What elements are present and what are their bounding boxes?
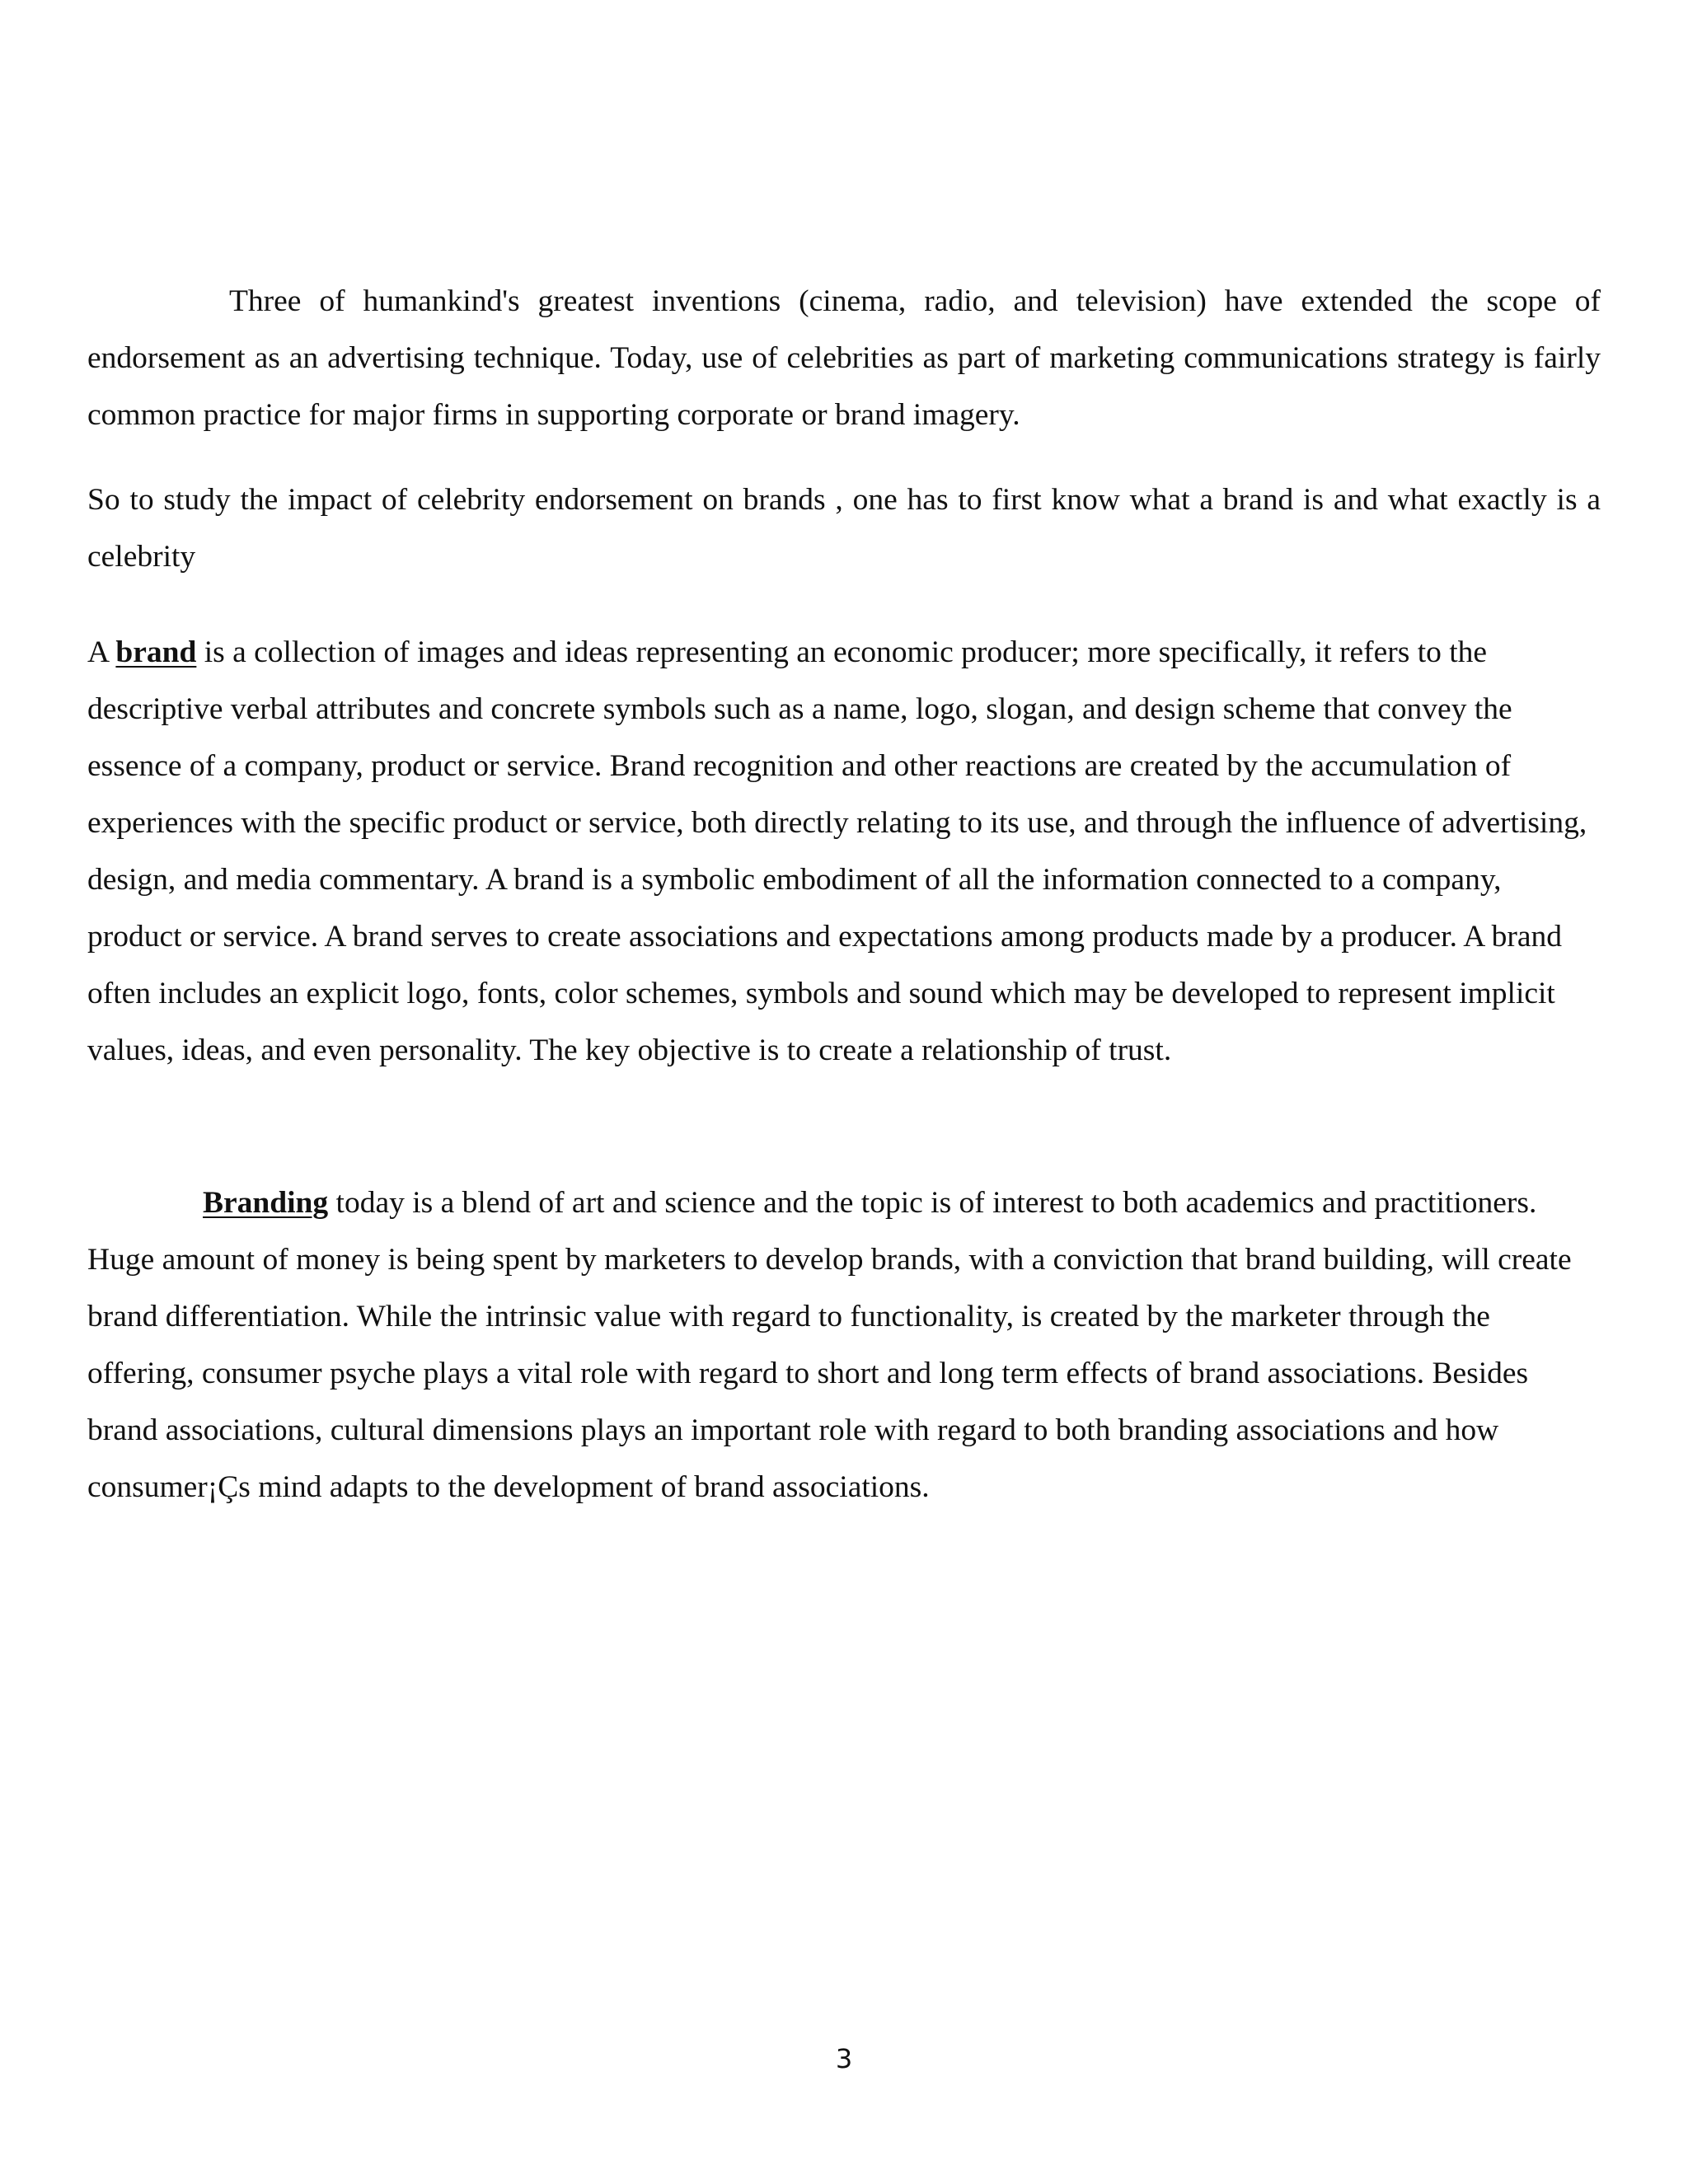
paragraph-study-impact-text: So to study the impact of celebrity endorsement on brands , one has to first know what a brand is and what exactly is a celebrity [87, 483, 1601, 574]
paragraph-inventions-text: Three of humankind's greatest inventions (cinema, radio, and television) have extended the scope of endorsement as an advertising technique. Today, use of celebrities as part of marketing communications strategy is fairly common practice for major firms in supporting corporate or brand imagery. [87, 284, 1601, 432]
paragraph-inventions [87, 273, 1601, 443]
brand-definition-lead: A [87, 635, 116, 669]
term-brand: brand [115, 635, 197, 669]
paragraph-brand-definition [87, 624, 1601, 1079]
paragraph-branding [87, 1174, 1601, 1516]
paragraph-study-impact [87, 471, 1601, 585]
brand-definition-text: is a collection of images and ideas representing an economic producer; more specifically, it refers to the descriptive verbal attributes and concrete symbols such as a name, logo, slogan, and design scheme that convey the essence of a company, product or service. Brand recognition and other reactions are created by the accumulation of experiences with the specific product or service, both directly relating to its use, and through the influence of advertising, design, and media commentary. A brand is a symbolic embodiment of all the information connected to a company, product or service. A brand serves to create associations and expectations among products made by a producer. A brand often includes an explicit logo, fonts, color schemes, symbols and sound which may be developed to represent implicit values, ideas, and even personality. The key objective is to create a relationship of trust. [87, 635, 1587, 1067]
branding-text: today is a blend of art and science and the topic is of interest to both academics and practitioners. Huge amount of money is being spent by marketers to develop brands, with a conviction that brand building, will create brand differentiation. While the intrinsic value with regard to functionality, is created by the marketer through the offering, consumer psyche plays a vital role with regard to short and long term effects of brand associations. Besides brand associations, cultural dimensions plays an important role with regard to both branding associations and how consumer¡Çs mind adapts to the development of brand associations. [87, 1186, 1572, 1504]
page-number: 3 [835, 2043, 853, 2074]
term-branding: Branding [203, 1186, 329, 1220]
